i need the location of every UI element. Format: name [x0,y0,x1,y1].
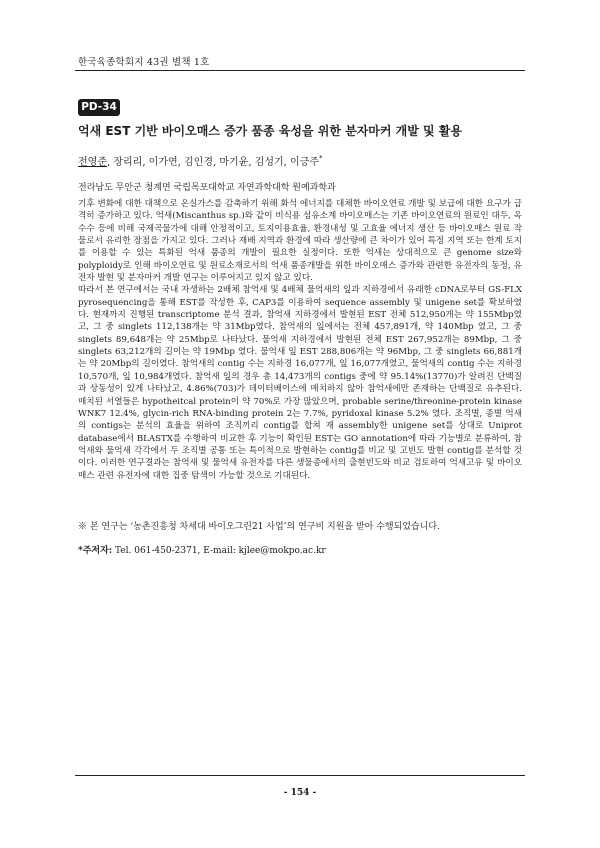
author-list [78,153,323,168]
affiliation: 전라남도 무안군 청계면 국립목포대학교 자연과학대학 원예과학과 [78,183,336,193]
footer-divider [75,775,525,776]
paper-title: 억새 EST 기반 바이오매스 증가 품종 육성을 위한 분자마커 개발 및 활용 [78,124,462,138]
session-badge: PD-34 [78,99,120,116]
co-authors: , 장리리, 이가연, 김인경, 마기윤, 김성기, 이긍주 [106,157,320,168]
contact-info [78,543,326,556]
contact-label: *주저자: [78,546,113,556]
abstract-paragraph-2: 따라서 본 연구에서는 국내 자생하는 2배체 참억새 및 4배체 물억새의 잎과 지하경에서 유래한 cDNA로부터 GS-FLX pyrosequencing을 통해 EST를 작성한 후, CAP3를 이용하여 sequence assembly 및 unigene set를 확보하였다. 현재까지 진행된 transcriptome 분석 결과, 참억새 지하경에서 발현된 EST 전체 512,950개는 약 155Mbp였고, 그 중 singlets 112,138개는 약 31Mbp였다. 참억새의 잎에서는 전체 457,891개, 약 140Mbp 였고, 그 중 singlets 89,648개는 약 25Mbp로 나타났다. 물억새 지하경에서 발현된 전체 EST 267,952개는 89Mbp, 그 중 singlets 63,212개의 길이는 약 19Mbp 였다. 물억새 잎 EST 288,806개는 약 96Mbp, 그 중 singlets 66,881개는 약 20Mbp의 길이였다. 참억새의 contig 수는 지하경 16,077개, 잎 16,077개였고, 물억새의 contig 수는 지하경 10,570개, 잎 10,984개였다. 참억새 잎의 경우 총 14,473개의 contigs 중에 약 95.14%(13770)가 알려진 단백질과 상동성이 있게 나타났고, 4.86%(703)가 데이터베이스에 매치하지 않아 참억새에만 존재하는 단백질로 유추된다. 매치된 서열들은 hypotheitcal protein이 약 70%로 가장 많았으며, probable serine/threonine-protein kinase WNK7 12.4%, glycin-rich RNA-binding protein 2는 7.7%, pyridoxal kinase 5.2% 였다. 조직별, 종별 억새의 contigs는 분석의 효율을 위하여 조직끼리 contig를 합쳐 재 assembly한 unigene set를 상대로 Uniprot database에서 BLASTX를 수행하여 비교한 후 기능이 확인된 EST는 GO annotation에 따라 기능별로 분류하여, 참억새와 물억새 각각에서 두 조직별 공통 또는 특이적으로 발현하는 contig를 비교 및 고빈도 발현 contig를 분석할 것이다. 이러한 연구결과는 참억새 및 물억새 유전자를 다른 생물종에서의 출현빈도와 비교 검토하여 억새고유 및 바이오매스 관련 유전자에 대한 집중 탐색이 가능할 것으로 기대된다. [78,285,522,481]
page-number: - 154 - [283,788,317,798]
funding-note: ※ 본 연구는 ‘농촌진흥청 차세대 바이오그린21 사업’의 연구비 지원을 받아 수행되었습니다. [78,522,440,532]
abstract-body [78,198,522,482]
first-author: 전영준 [78,157,107,168]
header-divider [75,70,525,71]
journal-header: 한국육종학회지 43권 별책 1호 [78,57,210,68]
corresponding-mark: * [319,154,323,163]
abstract-paragraph-1: 기후 변화에 대한 대책으로 온실가스를 감축하기 위해 화석 에너지를 대체한 바이오연료 개발 및 보급에 대한 요구가 급격히 증가하고 있다. 억새(Miscanthus sp.)와 같이 비식용 섬유소계 바이오매스는 기존 바이오연료의 원료인 대두, 옥수수 등에 비해 국제곡물가에 대해 안정적이고, 토지이용효율, 환경내성 및 고효율 에너지 생산 등 바이오매스 원료 작물로서 유리한 장점을 가지고 있다. 그러나 재배 지역과 환경에 따라 생산량에 큰 차이가 있어 특정 지역 또는 한계 토지를 이용할 수 있는 특화된 억새 품종의 개발이 필요한 실정이다. 또한 억새는 상대적으로 큰 genome size와 polyploidy로 인해 바이오연료 및 원료소재로서의 억새 품종개발을 위한 바이오매스 증가와 관련한 유전자의 동정, 유전자 발현 및 분자마커 개발 연구는 이루어지고 있지 않고 있다. [78,199,522,284]
contact-details: Tel. 061-450-2371, E-mail: kjlee@mokpo.ac.kr [112,546,326,556]
